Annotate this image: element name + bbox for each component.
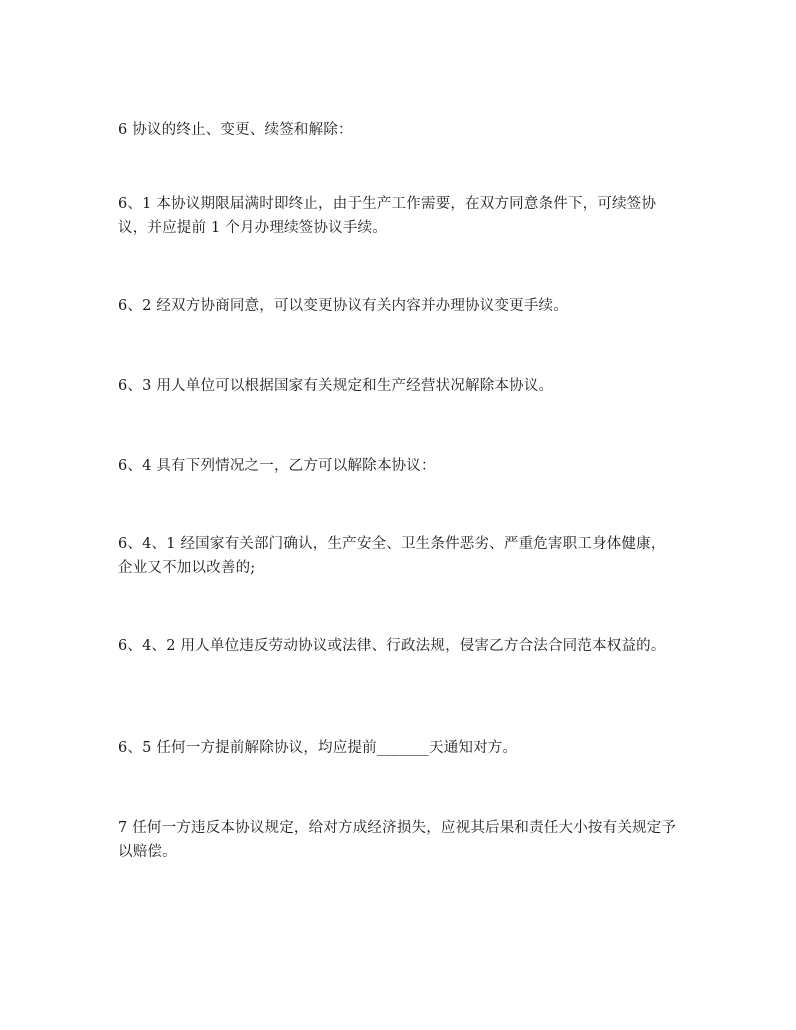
clause-6-4-2: 6、4、2 用人单位违反劳动协议或法律、行政法规，侵害乙方合法合同范本权益的。 [118,638,666,654]
clause-6-2: 6、2 经双方协商同意，可以变更协议有关内容并办理协议变更手续。 [118,298,568,314]
section-7: 7 任何一方违反本协议规定，给对方成经济损失，应视其后果和责任大小按有关规定予以赔偿。 [118,820,677,860]
section-6-heading: 6 协议的终止、变更、续签和解除： [118,122,353,138]
clause-6-3: 6、3 用人单位可以根据国家有关规定和生产经营状况解除本协议。 [118,378,554,394]
clause-6-5: 6、5 任何一方提前解除协议，均应提前_______天通知对方。 [118,740,518,756]
clause-6-4-1: 6、4、1 经国家有关部门确认，生产安全、卫生条件恶劣、严重危害职工身体健康，企业又不加以改善的; [118,536,666,576]
clause-6-1: 6、1 本协议期限届满时即终止，由于生产工作需要，在双方同意条件下，可续签协议，并应提前 1 个月办理续签协议手续。 [118,196,657,236]
clause-6-4: 6、4 具有下列情况之一，乙方可以解除本协议： [118,458,436,474]
